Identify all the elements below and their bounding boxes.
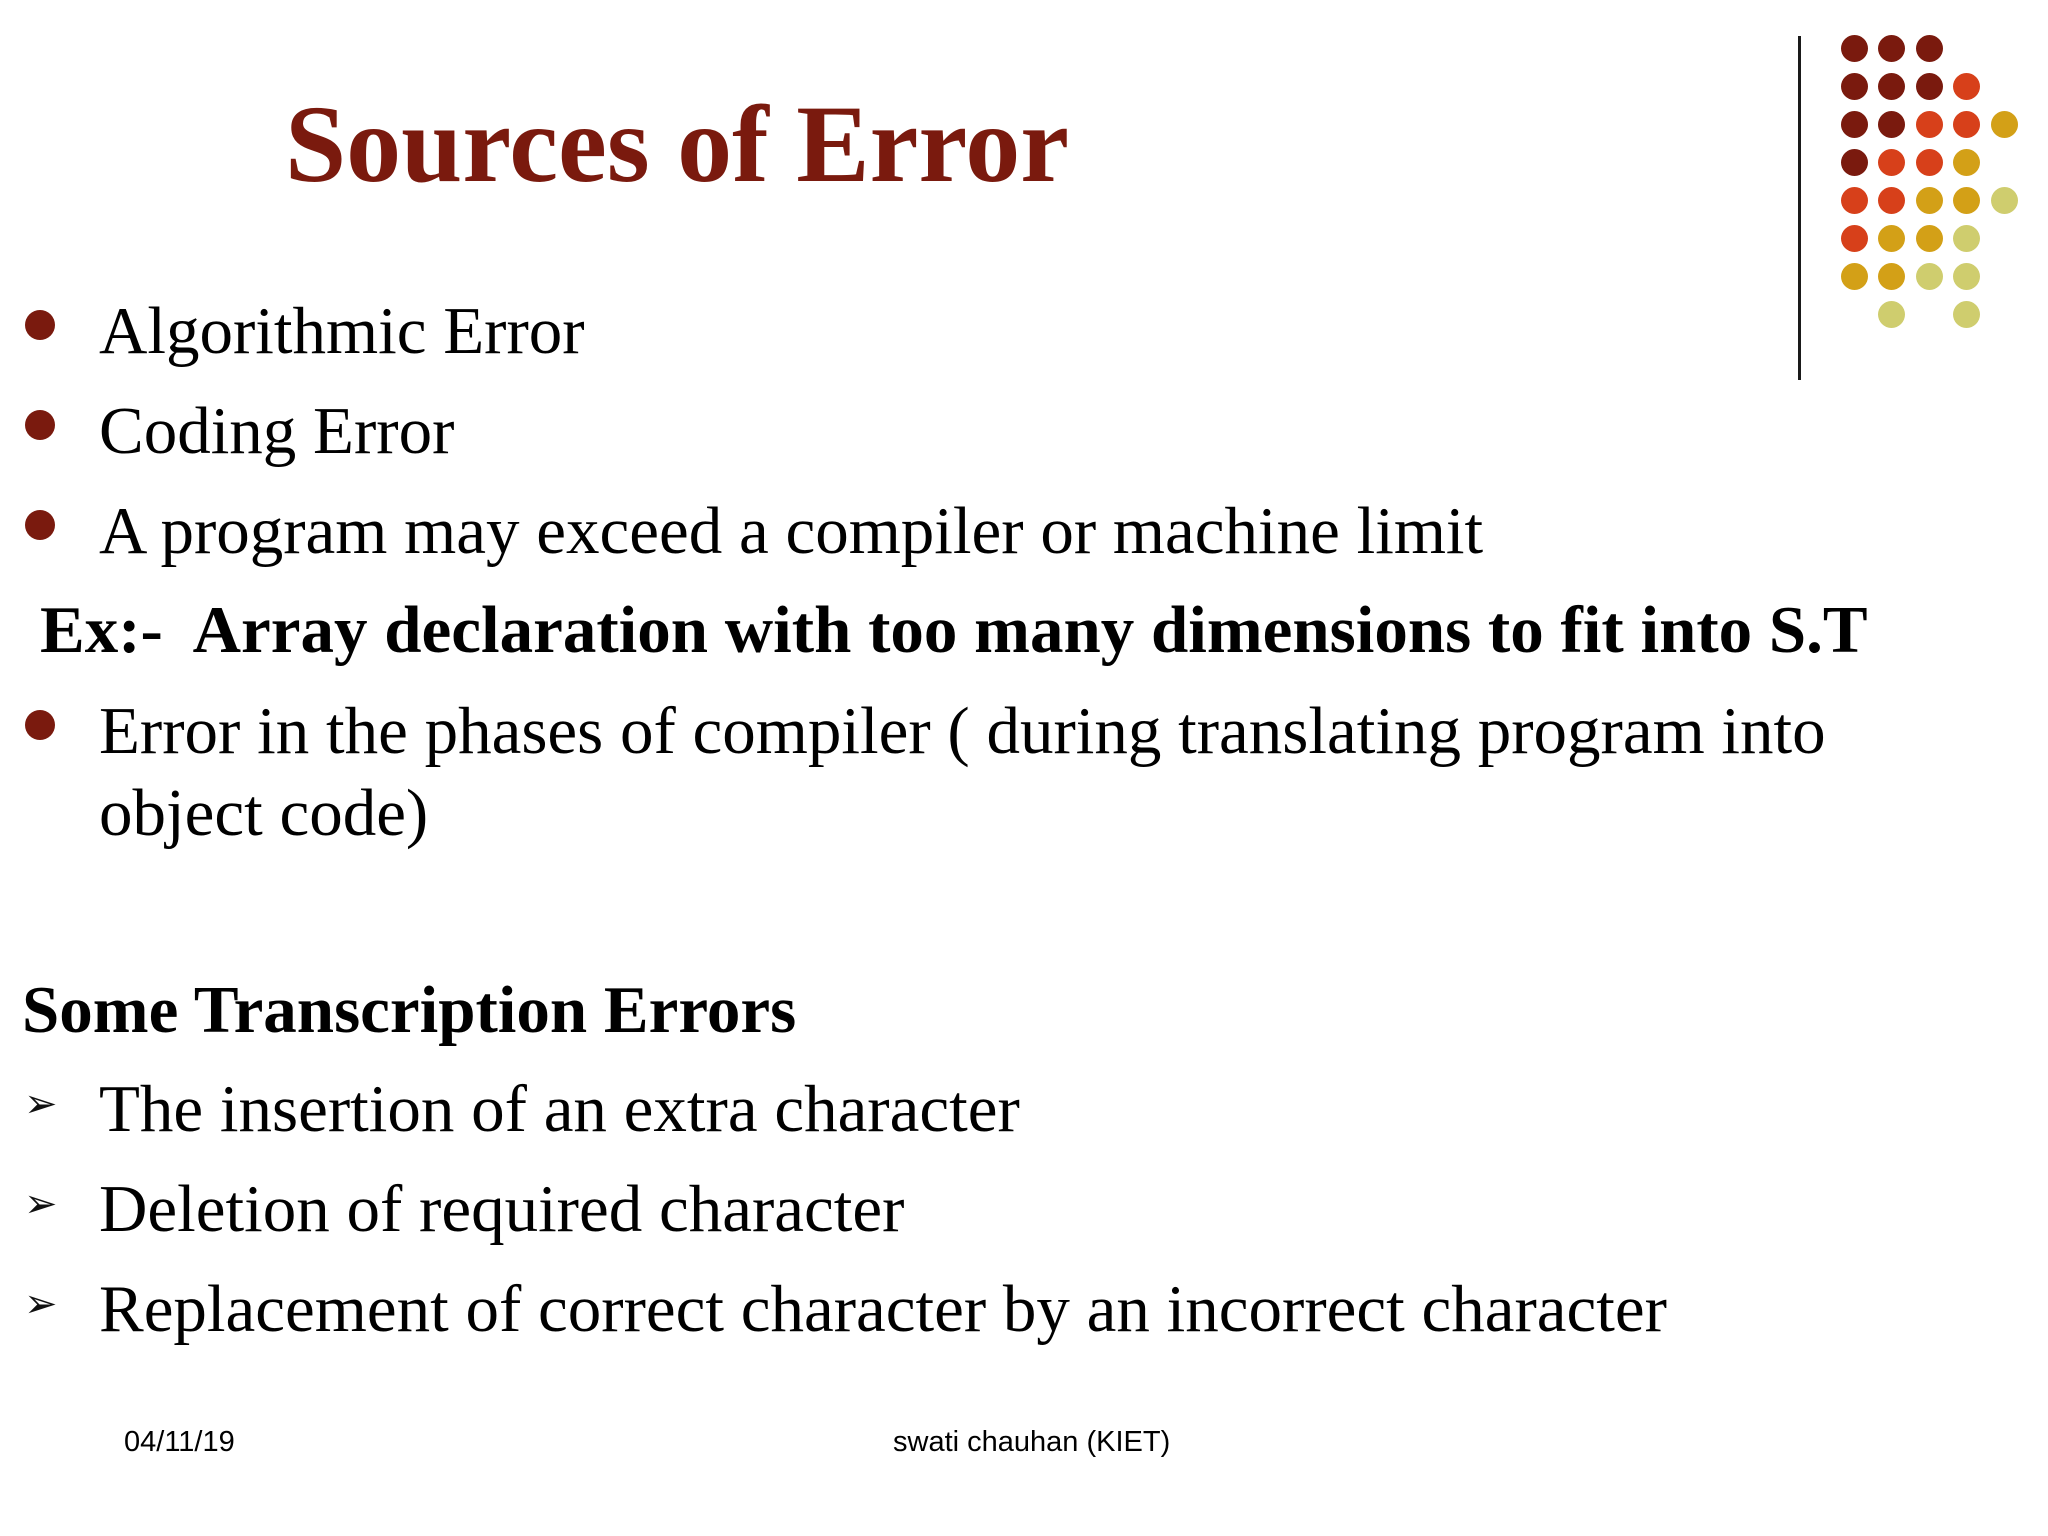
bullet-disc-icon (25, 510, 55, 540)
decorative-dot (1953, 149, 1980, 176)
decorative-dot (1841, 149, 1868, 176)
decorative-dot (1841, 225, 1868, 252)
decorative-dot (1916, 225, 1943, 252)
decorative-dot (1878, 187, 1905, 214)
decorative-dot (1916, 35, 1943, 62)
decorative-dot (1953, 187, 1980, 214)
arrow-item-text: The insertion of an extra character (99, 1072, 1020, 1146)
decorative-dot (1841, 263, 1868, 290)
decorative-dot (1841, 73, 1868, 100)
bullet-text-line1: Error in the phases of compiler ( during translating program into (99, 694, 1826, 768)
decorative-dot (1916, 263, 1943, 290)
decorative-dot (1953, 73, 1980, 100)
decorative-dot (1916, 111, 1943, 138)
decorative-dot (1916, 73, 1943, 100)
arrow-item-text: Replacement of correct character by an incorrect character (99, 1272, 1667, 1346)
bullet-disc-icon (25, 310, 55, 340)
arrowhead-right-icon: ➢ (24, 1181, 58, 1227)
decorative-dot (1878, 225, 1905, 252)
decorative-dot (1953, 301, 1980, 328)
decorative-dot (1841, 187, 1868, 214)
decorative-dot (1841, 35, 1868, 62)
section-heading: Some Transcription Errors (22, 973, 797, 1047)
decorative-dot (1878, 111, 1905, 138)
decorative-dot (1953, 263, 1980, 290)
bullet-text: A program may exceed a compiler or machine limit (99, 494, 1484, 568)
bullet-disc-icon (25, 410, 55, 440)
bullet-text: Algorithmic Error (99, 294, 585, 368)
decorative-dot (1878, 149, 1905, 176)
bullet-disc-icon (25, 710, 55, 740)
arrowhead-right-icon: ➢ (24, 1281, 58, 1327)
footer-date: 04/11/19 (124, 1426, 235, 1458)
slide-title: Sources of Error (285, 83, 1070, 205)
decorative-dot (1916, 149, 1943, 176)
arrow-item-text: Deletion of required character (99, 1172, 905, 1246)
decorative-dot (1878, 301, 1905, 328)
decorative-dot (1953, 111, 1980, 138)
bullet-text-line2: object code) (99, 776, 429, 850)
decorative-dot (1991, 111, 2018, 138)
footer-author: swati chauhan (KIET) (893, 1426, 1171, 1458)
decorative-dot (1953, 225, 1980, 252)
decorative-dot (1878, 263, 1905, 290)
decorative-dot (1878, 35, 1905, 62)
example-line: Ex:- Array declaration with too many dimensions to fit into S.T (40, 593, 1868, 667)
decorative-dot (1991, 187, 2018, 214)
decorative-dot (1878, 73, 1905, 100)
arrowhead-right-icon: ➢ (24, 1081, 58, 1127)
decorative-dot (1841, 111, 1868, 138)
bullet-text: Coding Error (99, 394, 455, 468)
decorative-dot (1916, 187, 1943, 214)
